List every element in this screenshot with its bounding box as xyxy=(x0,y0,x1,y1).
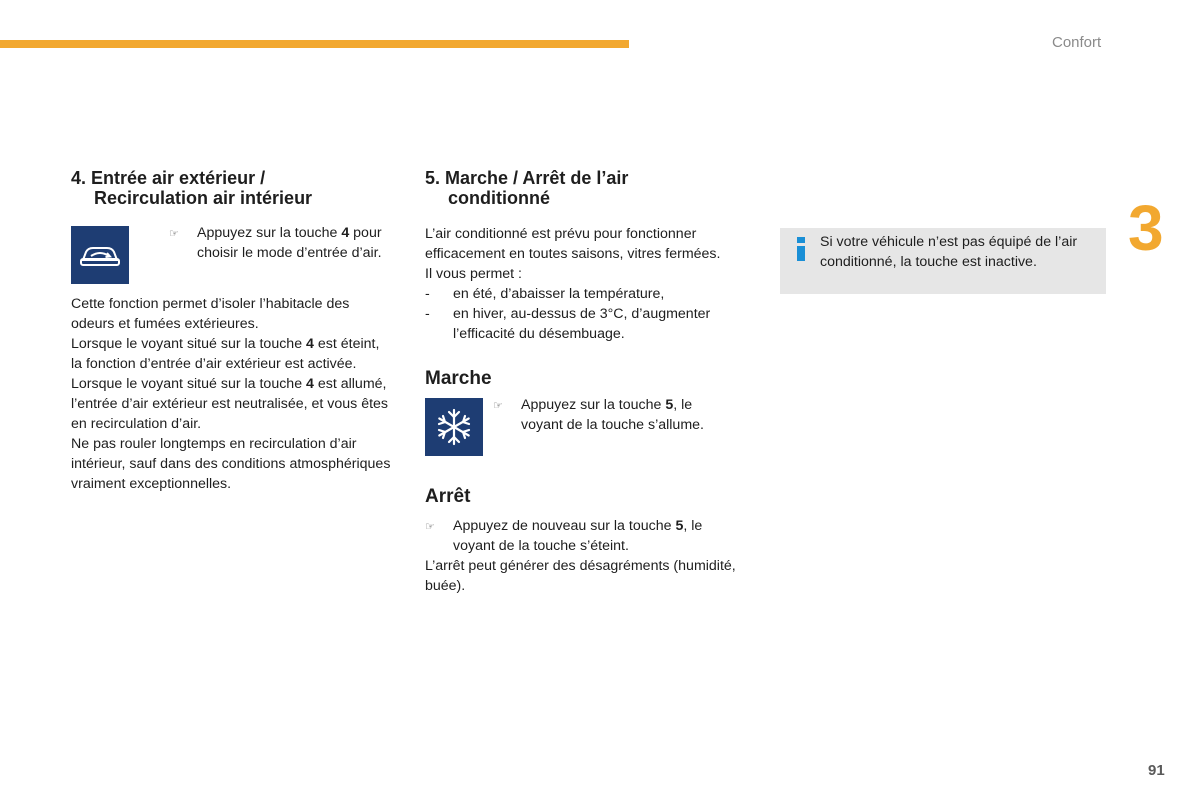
column-recirculation xyxy=(71,168,391,494)
info-text: Si votre véhicule n’est pas équipé de l’air conditionné, la touche est inactive. xyxy=(820,234,1078,270)
marche-instruction: ☞ Appuyez sur la touche 5, le voyant de la touche s’allume. xyxy=(425,398,755,456)
recirculation-instruction: ☞ Appuyez sur la touche 4 pour choisir le mode d’entrée d’air. xyxy=(71,226,391,284)
heading-air-conditioning: 5. Marche / Arrêt de l’air conditionné xyxy=(425,168,629,208)
arret-note: L’arrêt peut générer des désagréments (humidité, buée). xyxy=(425,558,736,594)
list-item: - en été, d’abaisser la température, xyxy=(425,286,665,302)
car-recirculation-icon xyxy=(71,226,129,284)
ac-intro: L’air conditionné est prévu pour fonctionner efficacement en toutes saisons, vitres fermées. Il vous permet : xyxy=(425,226,721,282)
page-number: 91 xyxy=(1148,762,1165,779)
recirculation-description: Cette fonction permet d’isoler l’habitacle des odeurs et fumées extérieures. Lorsque le voyant situé sur la touche 4 est éteint, la fonction d’entrée d’air extérieur est activée. Lorsque le voyant situé sur la touche 4 est allumé, l’entrée d’air extérieur est neutralisée, et vous êtes en recirculation d’air. Ne pas rouler longtemps en recirculation d’air intérieur, sauf dans des conditions atmosphériques vraiment exceptionnelles. xyxy=(71,296,391,492)
chapter-number: 3 xyxy=(1128,192,1164,264)
pointer-hand-icon: ☞ xyxy=(169,228,179,240)
ac-benefits-list xyxy=(425,284,755,344)
snowflake-icon xyxy=(425,398,483,456)
info-box xyxy=(780,228,1106,294)
column-air-conditioning xyxy=(425,168,755,596)
arret-heading: Arrêt xyxy=(425,486,471,507)
header-accent-bar xyxy=(0,40,629,48)
arret-instruction: ☞ Appuyez de nouveau sur la touche 5, le voyant de la touche s’éteint. xyxy=(425,518,703,554)
marche-heading: Marche xyxy=(425,368,492,389)
list-item: - en hiver, au-dessus de 3°C, d’augmenter l’efficacité du désembuage. xyxy=(425,306,711,342)
section-label: Confort xyxy=(1052,34,1102,51)
info-icon xyxy=(794,236,808,262)
pointer-hand-icon: ☞ xyxy=(425,521,435,533)
heading-recirculation: 4. Entrée air extérieur / Recirculation air intérieur xyxy=(71,168,313,208)
pointer-hand-icon: ☞ xyxy=(493,400,503,412)
